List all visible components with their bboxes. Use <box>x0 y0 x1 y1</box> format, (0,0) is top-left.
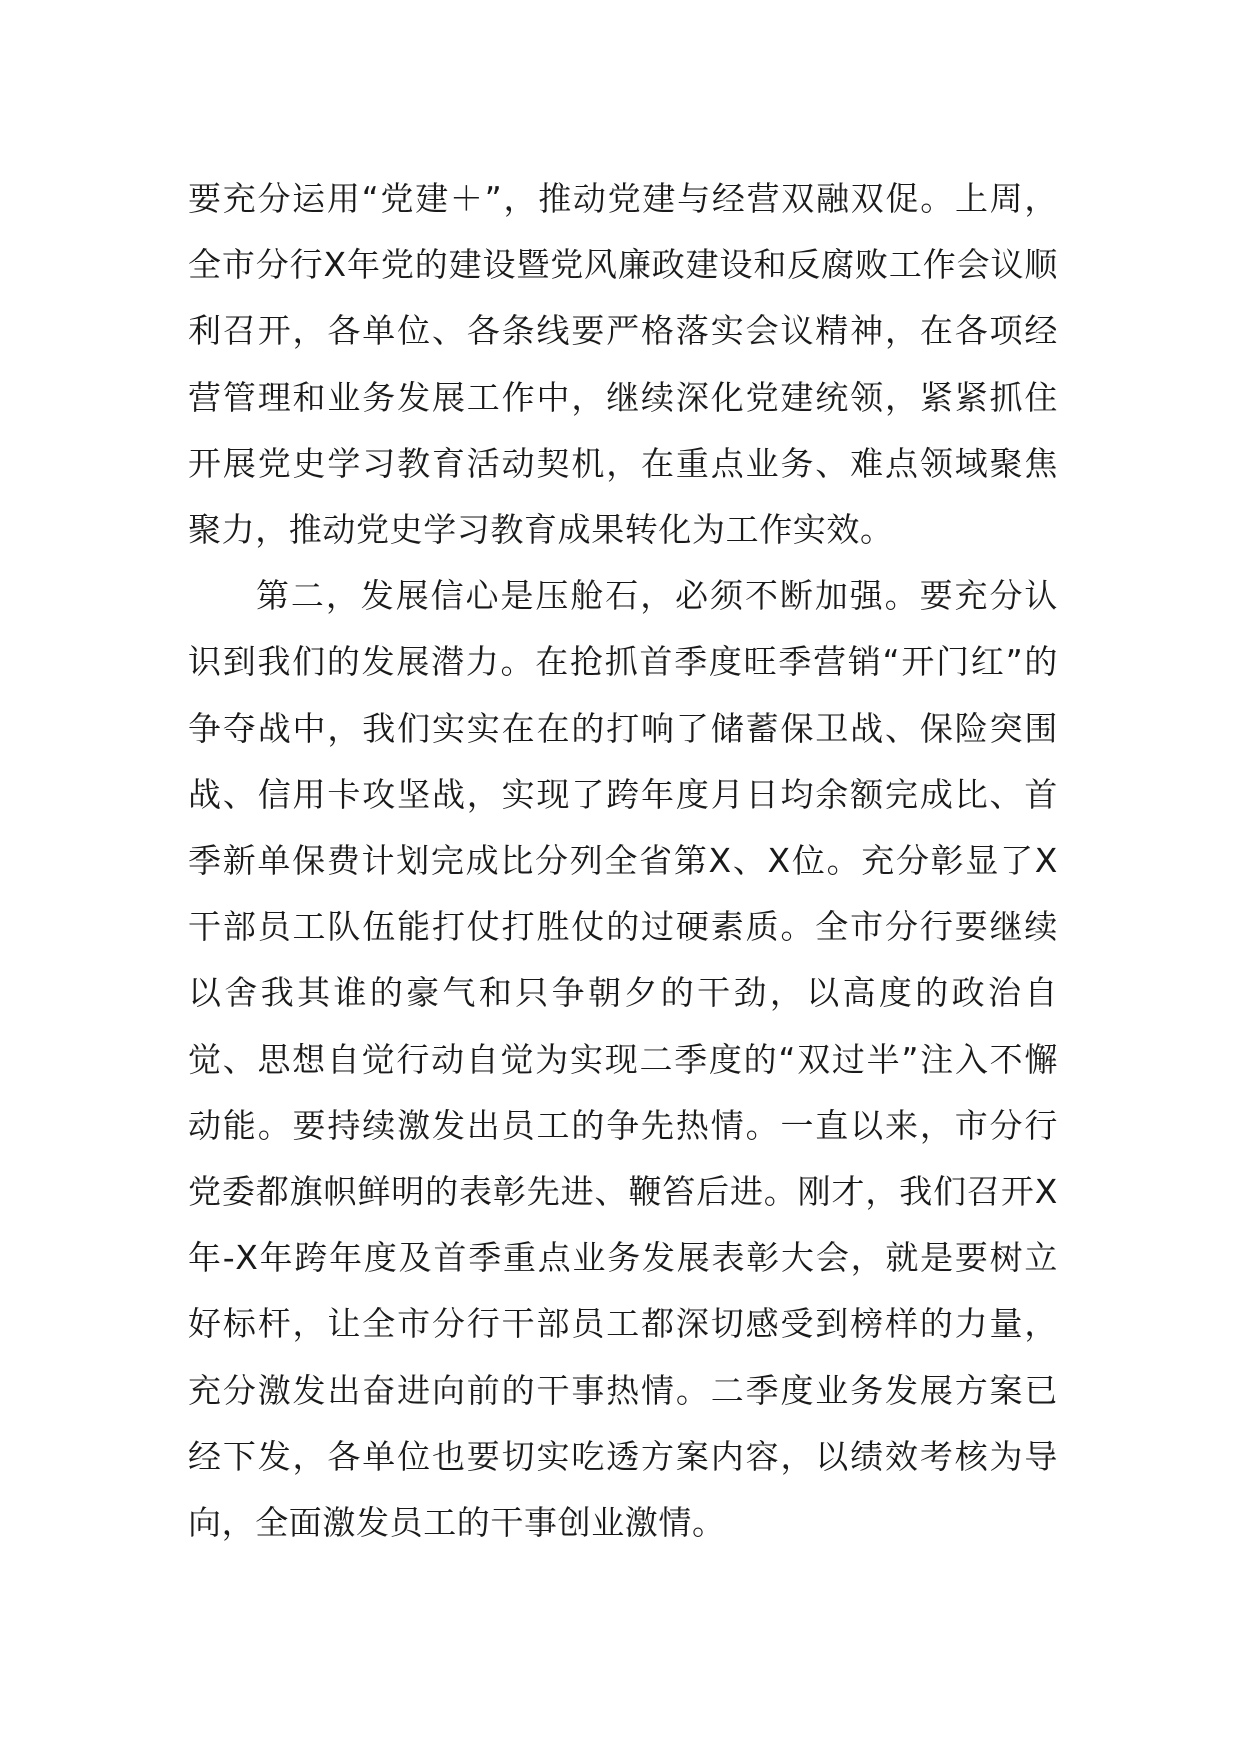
paragraph-party-building: 要充分运用“党建＋”，推动党建与经营双融双促。上周，全市分行X年党的建设暨党风廉政建设和反腐败工作会议顺利召开，各单位、各条线要严格落实会议精神，在各项经营管理和业务发展工作中，继续深化党建统领，紧紧抓住开展党史学习教育活动契机，在重点业务、难点领域聚焦聚力，推动党史学习教育成果转化为工作实效。 <box>188 179 1058 550</box>
document-body <box>188 166 1058 1556</box>
paragraph-development-confidence: 第二，发展信心是压舱石，必须不断加强。要充分认识到我们的发展潜力。在抢抓首季度旺季营销“开门红”的争夺战中，我们实实在在的打响了储蓄保卫战、保险突围战、信用卡攻坚战，实现了跨年度月日均余额完成比、首季新单保费计划完成比分列全省第X、X位。充分彰显了X干部员工队伍能打仗打胜仗的过硬素质。全市分行要继续以舍我其谁的豪气和只争朝夕的干劲，以高度的政治自觉、思想自觉行动自觉为实现二季度的“双过半”注入不懈动能。要持续激发出员工的争先热情。一直以来，市分行党委都旗帜鲜明的表彰先进、鞭笞后进。刚才，我们召开X年-X年跨年度及首季重点业务发展表彰大会，就是要树立好标杆，让全市分行干部员工都深切感受到榜样的力量，充分激发出奋进向前的干事热情。二季度业务发展方案已经下发，各单位也要切实吃透方案内容，以绩效考核为导向，全面激发员工的干事创业激情。 <box>188 576 1058 1543</box>
